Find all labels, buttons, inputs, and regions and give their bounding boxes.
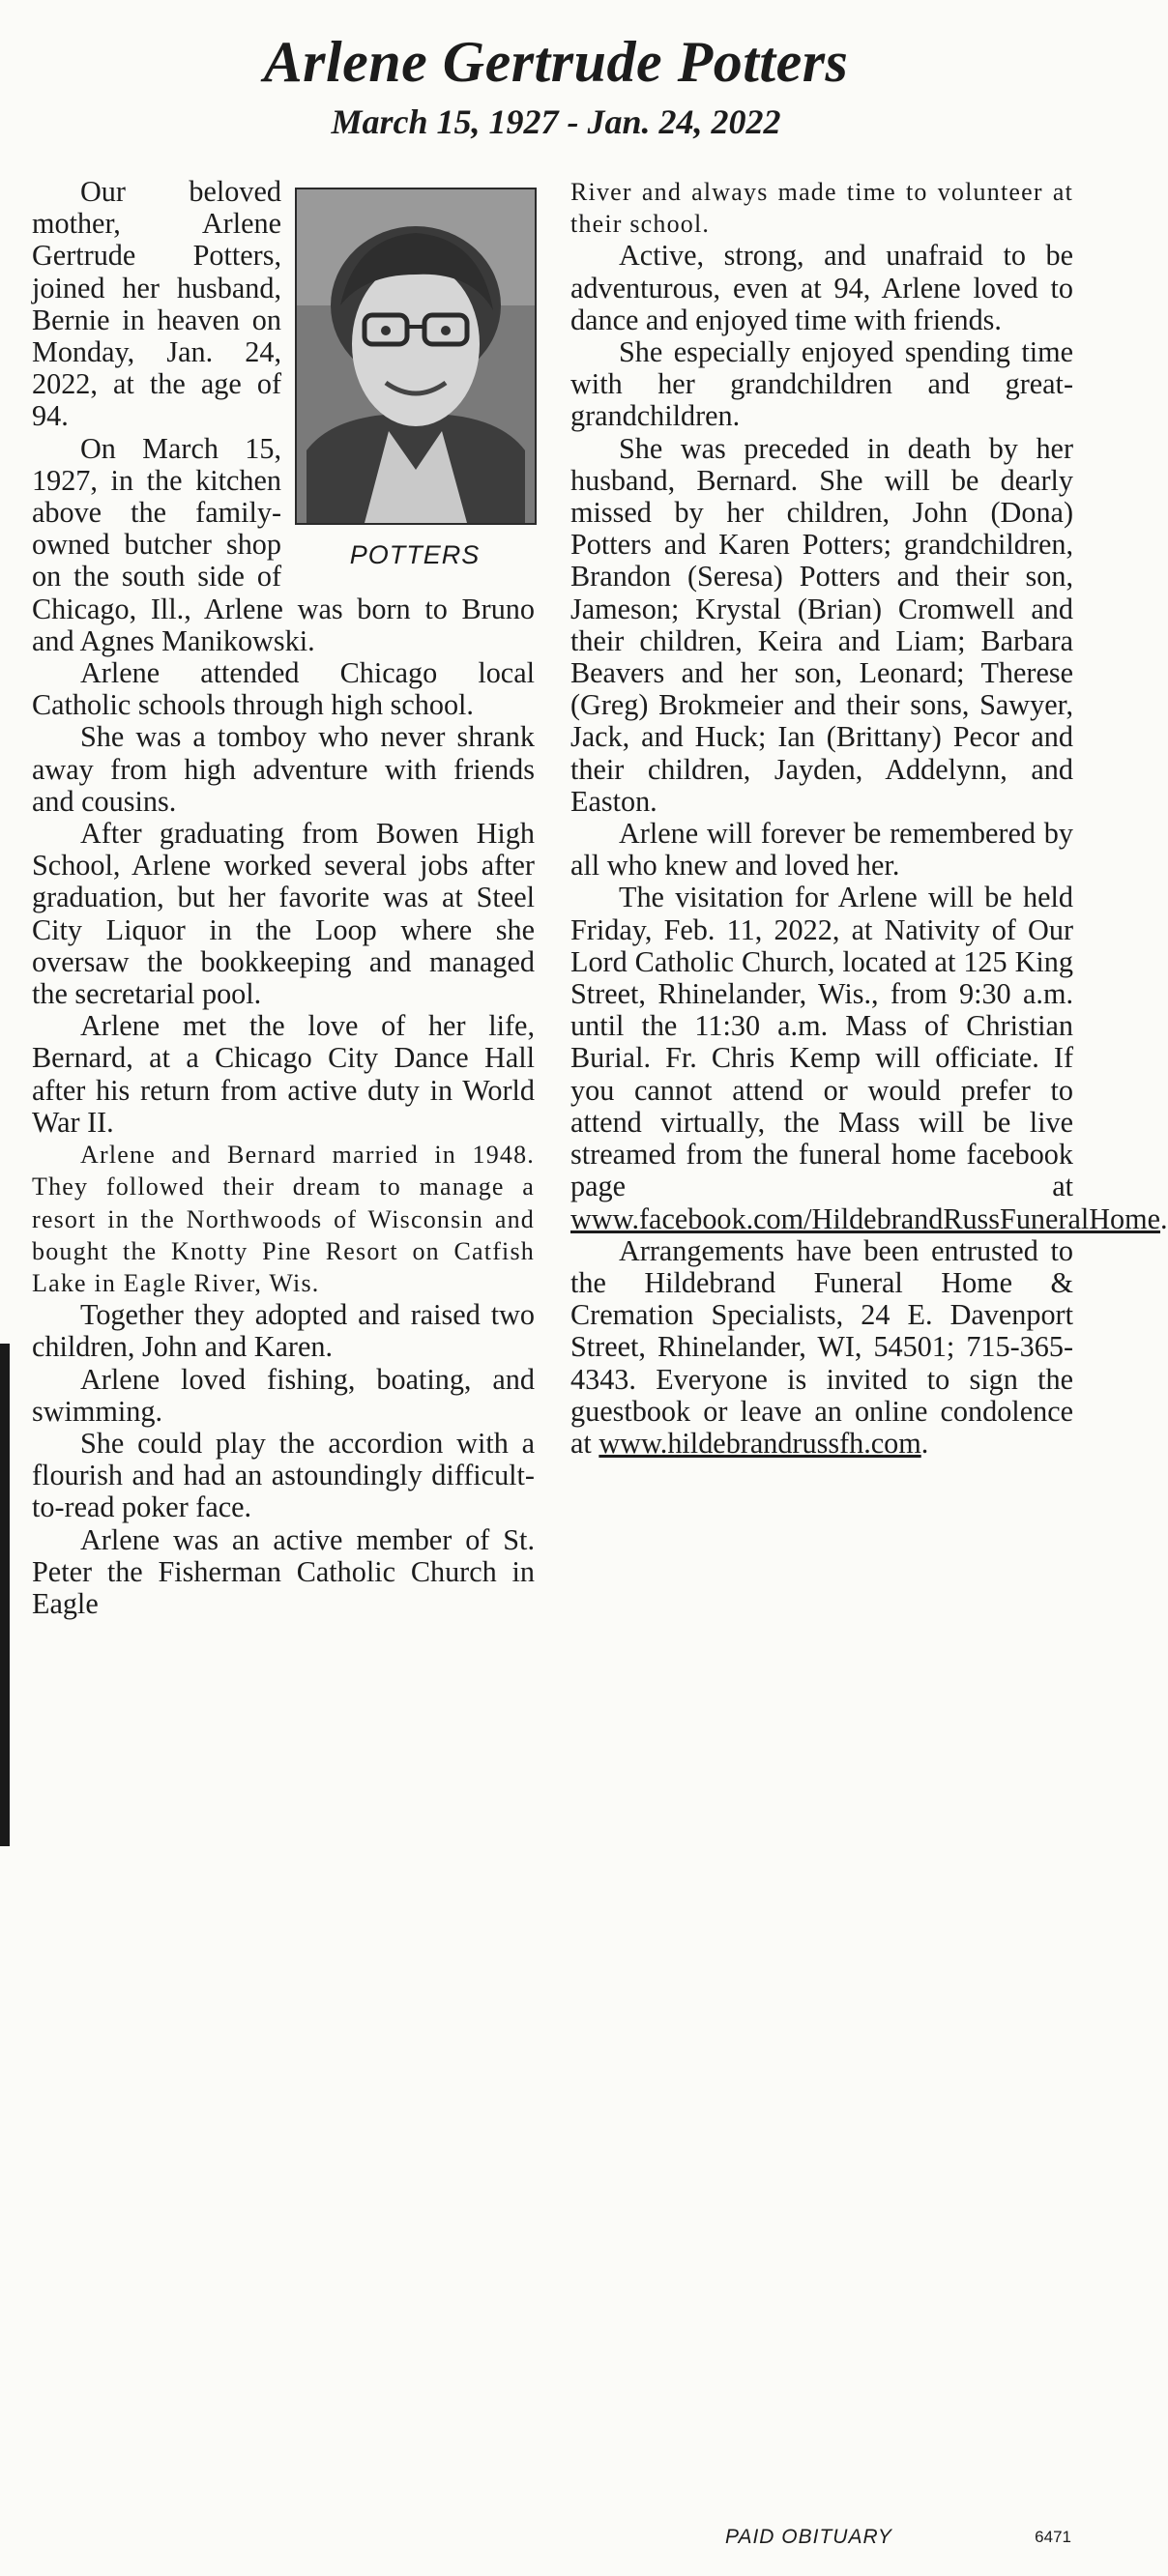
paragraph: Arlene attended Chicago local Catholic schools through high school. [32,656,535,722]
paragraph: She could play the accordion with a flourish and had an astoundingly difficult-to-read poker face. [32,1426,535,1524]
visitation-paragraph: The visitation for Arlene will be held Friday, Feb. 11, 2022, at Nativity of Our Lord Catholic Church, located at 125 King Street, Rhinelander, Wis., from 9:30 a.m. until the 11:30 a.m. Mass of Christian Burial. Fr. Chris Kemp will officiate. If you cannot attend or would prefer to attend virtually, the Mass will be live streamed from the funeral home facebook page at www.facebook.com/HildebrandRussFuneralHome. [570,881,1168,1235]
portrait-photo [295,188,537,525]
paragraph: Together they adopted and raised two children, John and Karen. [32,1298,535,1364]
obituary-title: Arlene Gertrude Potters [263,30,849,94]
facebook-link[interactable]: www.facebook.com/HildebrandRussFuneralHome [570,1201,1161,1235]
paragraph: Active, strong, and unafraid to be adventurous, even at 94, Arlene loved to dance and enjoyed time with friends. [570,239,1073,336]
portrait-figure [295,188,535,571]
ad-number: 6471 [1035,2528,1071,2546]
website-link[interactable]: www.hildebrandrussfh.com [599,1426,921,1460]
paragraph: On March 15, 1927, in the kitchen above the family-owned butcher shop on the south side of Chicago, Ill., Arlene was born to Bruno and Agnes Manikowski. [32,431,535,657]
footer [570,2526,1073,2555]
left-column [32,176,535,1620]
page-edge-shadow [0,1344,10,1846]
paragraph-continuation: River and always made time to volunteer at their school. [570,178,1073,239]
paid-obituary-label: PAID OBITUARY [725,2526,892,2548]
paragraph: Arlene was an active member of St. Peter the Fisherman Catholic Church in Eagle [32,1522,535,1620]
arrangements-paragraph: Arrangements have been entrusted to the Hildebrand Funeral Home & Cremation Specialists, 24 E. Davenport Street, Rhinelander, WI, 54501; 715-365-4343. Everyone is invited to sign the guestbook or leave an online condolence at www.hildebrandrussfh.com. [570,1233,1073,1460]
paragraph: She especially enjoyed spending time with her grandchildren and great-grandchildren. [570,335,1073,433]
paragraph: Arlene loved fishing, boating, and swimming. [32,1362,535,1428]
visitation-text: The visitation for Arlene will be held Friday, Feb. 11, 2022, at Nativity of Our Lord Catholic Church, located at 125 King Street, Rhinelander, Wis., from 9:30 a.m. until the 11:30 a.m. Mass of Christian Burial. Fr. Chris Kemp will officiate. If you cannot attend or would prefer to attend virtually, the Mass will be live streamed from the funeral home facebook page at [570,881,1073,1203]
paragraph: Our beloved mother, Arlene Gertrude Potters, joined her husband, Bernie in heaven on Monday, Jan. 24, 2022, at the age of 94. [32,175,281,433]
portrait-image [297,189,535,523]
obituary-header [0,27,1112,145]
paragraph: Arlene and Bernard married in 1948. They followed their dream to manage a resort in the Northwoods of Wisconsin and bought the Knotty Pine Resort on Catfish Lake in Eagle River, Wis. [32,1141,535,1297]
paragraph: She was preceded in death by her husband, Bernard. She will be dearly missed by her children, John (Dona) Potters and Karen Potters; grandchildren, Brandon (Seresa) Potters and their son, Jameson; Krystal (Brian) Cromwell and their children, Keira and Liam; Barbara Beavers and her son, Leonard; Therese (Greg) Brokmeier and their sons, Sawyer, Jack, and Huck; Ian (Brittany) Pecor and their children, Jayden, Addelynn, and Easton. [570,431,1073,818]
paragraph: She was a tomboy who never shrank away from high adventure with friends and cousins. [32,720,535,818]
arrangements-text: Arrangements have been entrusted to the Hildebrand Funeral Home & Cremation Specialists, 24 E. Davenport Street, Rhinelander, WI, 54501; 715-365-4343. Everyone is invited to sign the guestbook or leave an online condolence at [570,1233,1073,1460]
life-dates: March 15, 1927 - Jan. 24, 2022 [331,102,781,141]
right-column [570,176,1168,1460]
paragraph: Arlene will forever be remembered by all who knew and loved her. [570,817,1073,883]
paragraph: Arlene met the love of her life, Bernard, at a Chicago City Dance Hall after his return from active duty in World War II. [32,1009,535,1139]
paragraph: After graduating from Bowen High School, Arlene worked several jobs after graduation, but her favorite was at Steel City Liquor in the Loop where she oversaw the bookkeeping and managed the secretarial pool. [32,817,535,1011]
photo-caption: POTTERS [349,540,481,569]
